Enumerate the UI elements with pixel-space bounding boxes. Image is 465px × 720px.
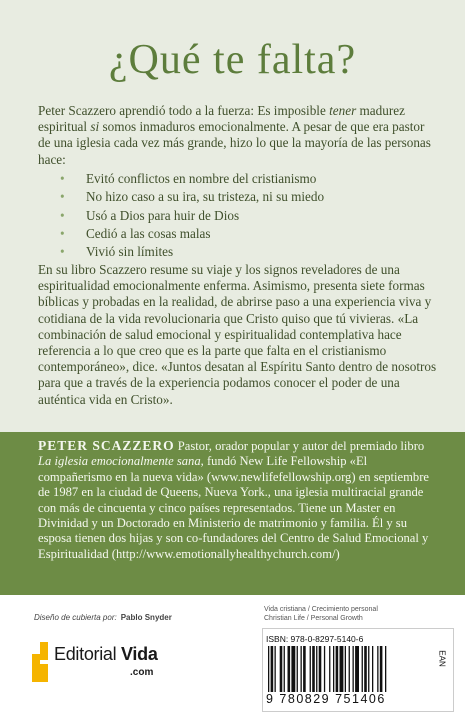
publisher-suffix: .com	[130, 667, 154, 678]
barcode-bar	[333, 646, 334, 692]
page-title: ¿Qué te falta?	[108, 37, 357, 83]
bullet-icon: •	[60, 244, 65, 260]
publisher-mark-icon	[32, 642, 48, 682]
summary-paragraph: En su libro Scazzero resume su viaje y los signos reveladores de una espiritualidad emocionalmente enferma. Asimismo, presenta siete formas bíblicas y probadas en la realidad, de abrirse paso a una experiencia viva y cotidiana de la vida revolucionaria que Cristo quiso que tú vivieras. «La combinación de salud emocional y espiritualidad contemplativa hace referencia a lo que creo que es la parte que falta en el cristianismo contemporáneo», dice. «Juntos desatan al Espíritu Santo dentro de nosotros para que a través de la experiencia podamos conocer el poder de una auténtica vida en Cristo».	[38, 262, 437, 407]
isbn-label: ISBN: 978-0-8297-5140-6	[266, 634, 364, 644]
barcode-bar	[329, 646, 330, 692]
barcode-bar	[385, 646, 386, 692]
author-name: PETER SCAZZERO	[38, 438, 175, 453]
bullet-icon: •	[60, 189, 65, 205]
bullet-list	[60, 170, 440, 261]
list-item: • Usó a Dios para huir de Dios	[60, 207, 440, 225]
bullet-icon: •	[60, 171, 65, 186]
barcode-bar	[377, 646, 378, 692]
barcode-bar	[271, 646, 274, 692]
publisher-logo	[32, 642, 182, 686]
barcode-bar	[284, 646, 285, 692]
author-bio: PETER SCAZZERO Pastor, orador popular y autor del premiado libro La iglesia emocionalmente sana, fundó New Life Fellowship «El compañerismo en la nueva vida» (www.newlifefellowship.org) en septiembre de 1987 en la ciudad de Queens, Nueva York., una iglesia multiracial grande con más de cincuenta y cinco países representados. Tiene un Master en Divinidad y un Doctorado en Ministerio de matrimonio y familia. Él y su esposa tienen dos hijas y son co-fundadores del Centro de Salud Emocional y Espiritualidad (http://www.emotionallyhealthychurch.com/)	[38, 438, 429, 561]
barcode-bar	[355, 646, 359, 692]
bullet-icon: •	[60, 225, 65, 241]
barcode-number: 9 780829 751406	[266, 692, 386, 706]
barcode-bar	[275, 646, 276, 692]
cover-design-credit: Diseño de cubierta por: Pablo Snyder	[34, 613, 172, 622]
barcode-bar	[349, 646, 350, 692]
barcode-bar	[364, 646, 367, 692]
barcode-bar	[336, 646, 339, 692]
barcode-bar	[345, 646, 346, 692]
barcode-bar	[340, 646, 344, 692]
intro-paragraph: Peter Scazzero aprendió todo a la fuerza: Es imposible tener madurez espiritual si somos inmaduros emocionalmente. A pesar de que era pastor de una iglesia cada vez más grande, hizo lo que la mayoría de las personas hace:	[38, 103, 431, 167]
barcode-bar	[319, 646, 322, 692]
barcode-bar	[268, 646, 269, 692]
barcode-bar	[368, 646, 369, 692]
barcode-bar	[372, 646, 373, 692]
barcode-bar	[301, 646, 302, 692]
barcode-bar	[353, 646, 354, 692]
barcode-bar	[316, 646, 317, 692]
list-item: • Vivió sin límites	[60, 243, 440, 261]
list-item: • Cedió a las cosas malas	[60, 225, 440, 243]
barcode-bar	[288, 646, 291, 692]
barcode-bar	[297, 646, 298, 692]
book-title: La iglesia emocionalmente sana	[38, 454, 201, 469]
barcode-bar	[303, 646, 306, 692]
category-labels: Vida cristiana / Crecimiento personal Christian Life / Personal Growth	[264, 606, 378, 622]
ean-label: EAN	[437, 650, 447, 667]
barcode-bar	[362, 646, 363, 692]
list-item: • No hizo caso a su ira, su tristeza, ni su miedo	[60, 188, 440, 206]
barcode-bar	[310, 646, 311, 692]
publisher-name: Editorial Vida	[54, 644, 158, 664]
barcode-bar	[380, 646, 383, 692]
barcode-bar	[312, 646, 315, 692]
barcode-bar	[324, 646, 325, 692]
barcode-bar	[280, 646, 283, 692]
list-item: • Evitó conflictos en nombre del cristianismo	[60, 170, 440, 188]
bullet-icon: •	[60, 207, 65, 223]
barcode-bar	[291, 646, 295, 692]
barcode-icon	[268, 646, 430, 692]
